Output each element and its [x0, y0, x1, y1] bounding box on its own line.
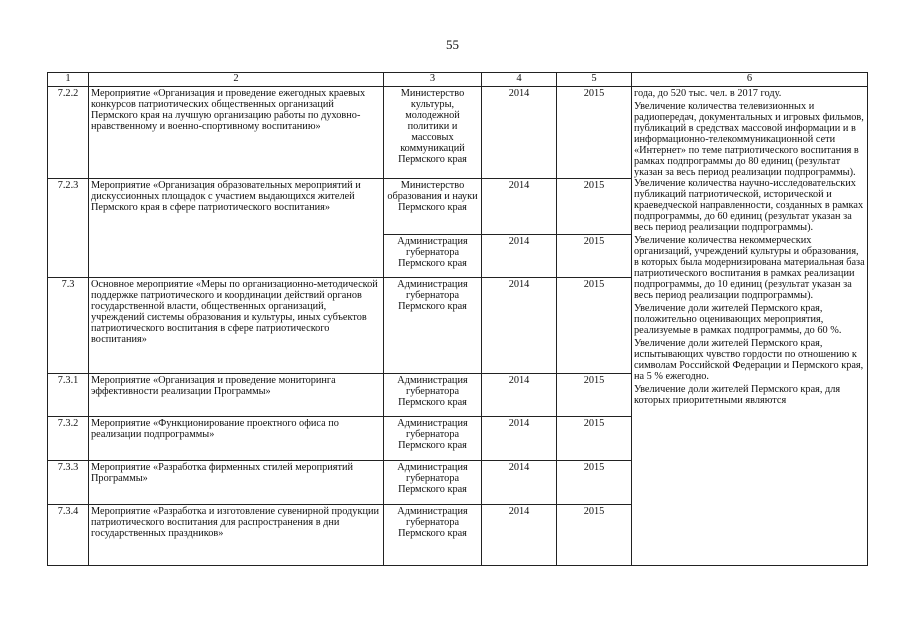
activity-name: Мероприятие «Функционирование проектного офиса по реализации подпрограммы» [89, 417, 384, 461]
result-paragraph: года, до 520 тыс. чел. в 2017 году. [634, 88, 782, 99]
activity-name: Мероприятие «Организация образовательных мероприятий и дискуссионных площадок с участием выдающихся жителей Пермского края в сфере патриотического воспитания» [89, 179, 384, 278]
activity-name: Мероприятие «Разработка и изготовление сувенирной продукции патриотического воспитания для распространения в дни государственных праздников» [89, 505, 384, 566]
header-row [48, 73, 868, 87]
executor: Администрация губернатора Пермского края [384, 505, 482, 566]
end-year: 2015 [557, 179, 632, 235]
end-year: 2015 [557, 505, 632, 566]
row-number: 7.3.3 [48, 461, 89, 505]
result-paragraph: Увеличение количества некоммерческих организаций, учреждений культуры и образования, в которых была модернизирована материальная база патриотического воспитания в рамках реализации подпрограммы, до 10 единиц (результат указан за весь период реализации подпрограммы). [634, 235, 865, 301]
header-col-6: 6 [632, 73, 868, 87]
row-number: 7.3.2 [48, 417, 89, 461]
row-number: 7.3 [48, 278, 89, 374]
table-row [48, 87, 868, 179]
executor: Администрация губернатора Пермского края [384, 235, 482, 278]
result-paragraph: Увеличение количества телевизионных и радиопередач, документальных и игровых фильмов, публикаций в средствах массовой информации и в информационно-телекоммуникационной сети «Интернет» по теме патриотического воспитания в рамках подпрограммы до 80 единиц (результат указан за весь период реализации подпрограммы). Увеличение количества научно-исследовательских публикаций патриотической, исторической и краеведческой направленности, созданных в рамках подпрограммы, до 60 единиц (результат указан за весь период реализации подпрограммы). [634, 101, 864, 233]
end-year: 2015 [557, 278, 632, 374]
row-number: 7.2.2 [48, 87, 89, 179]
executor: Администрация губернатора Пермского края [384, 278, 482, 374]
header-col-2: 2 [89, 73, 384, 87]
result-paragraph: Увеличение доли жителей Пермского края, для которых приоритетными являются [634, 384, 841, 406]
executor: Администрация губернатора Пермского края [384, 374, 482, 417]
end-year: 2015 [557, 461, 632, 505]
executor: Администрация губернатора Пермского края [384, 417, 482, 461]
end-year: 2015 [557, 235, 632, 278]
start-year: 2014 [482, 417, 557, 461]
header-col-4: 4 [482, 73, 557, 87]
executor: Министерство культуры, молодежной политики и массовых коммуникаций Пермского края [384, 87, 482, 179]
activity-name: Мероприятие «Организация и проведение мониторинга эффективности реализации Программы» [89, 374, 384, 417]
row-number: 7.3.4 [48, 505, 89, 566]
program-activities-table [47, 72, 868, 566]
start-year: 2014 [482, 278, 557, 374]
end-year: 2015 [557, 87, 632, 179]
start-year: 2014 [482, 87, 557, 179]
activity-name: Мероприятие «Разработка фирменных стилей мероприятий Программы» [89, 461, 384, 505]
activity-name: Основное мероприятие «Меры по организационно-методической поддержке патриотического и координации действий органов государственной власти, общественных организаций, учреждений системы образования и культуры, иных субъектов патриотического воспитания в сфере патриотического воспитания» [89, 278, 384, 374]
header-col-1: 1 [48, 73, 89, 87]
activity-name: Мероприятие «Организация и проведение ежегодных краевых конкурсов патриотических общественных организаций Пермского края на лучшую организацию работы по духовно-нравственному и военно-спортивному воспитанию» [89, 87, 384, 179]
start-year: 2014 [482, 461, 557, 505]
executor: Администрация губернатора Пермского края [384, 461, 482, 505]
start-year: 2014 [482, 179, 557, 235]
header-col-5: 5 [557, 73, 632, 87]
end-year: 2015 [557, 417, 632, 461]
end-year: 2015 [557, 374, 632, 417]
header-col-3: 3 [384, 73, 482, 87]
result-paragraph: Увеличение доли жителей Пермского края, испытывающих чувство гордости по отношению к символам Российской Федерации и Пермского края, на 5 % ежегодно. [634, 338, 864, 382]
start-year: 2014 [482, 235, 557, 278]
executor: Министерство образования и науки Пермского края [384, 179, 482, 235]
row-number: 7.3.1 [48, 374, 89, 417]
expected-results [632, 87, 868, 566]
page-number: 55 [446, 37, 459, 52]
start-year: 2014 [482, 505, 557, 566]
result-paragraph: Увеличение доли жителей Пермского края, положительно оценивающих мероприятия, реализуемые в рамках подпрограммы, до 60 %. [634, 303, 842, 336]
row-number: 7.2.3 [48, 179, 89, 278]
start-year: 2014 [482, 374, 557, 417]
